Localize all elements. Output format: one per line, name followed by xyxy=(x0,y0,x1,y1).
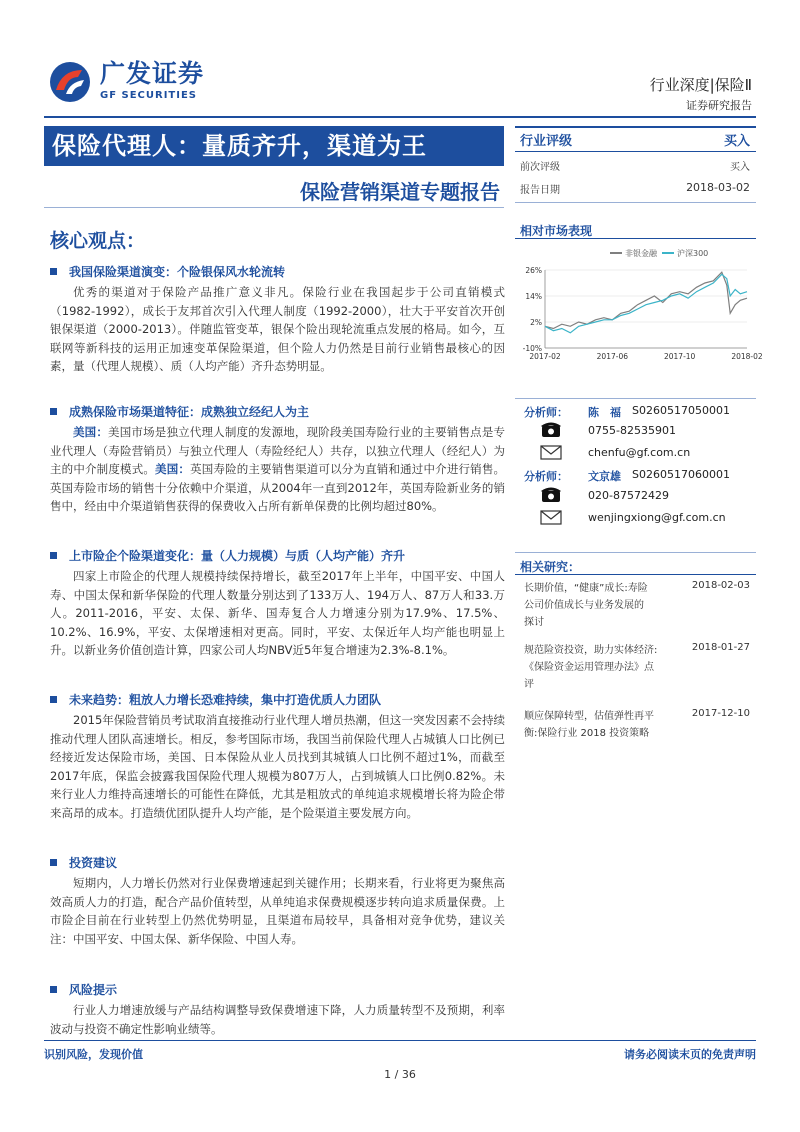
gf-logo-icon xyxy=(48,60,92,104)
page-subtitle: 保险营销渠道专题报告 xyxy=(300,180,500,204)
bullet-icon xyxy=(50,986,57,993)
analyst-label: 分析师： xyxy=(524,406,568,419)
x-tick-label: 2017-02 xyxy=(529,352,561,361)
related-divider-top xyxy=(515,552,756,553)
related-date: 2018-02-03 xyxy=(691,580,750,591)
prev-rating-label: 前次评级 xyxy=(520,162,560,173)
section-mature-market xyxy=(50,402,505,516)
rating-divider xyxy=(515,202,756,203)
related-item[interactable] xyxy=(524,642,686,693)
analyst-label: 分析师： xyxy=(524,470,568,483)
bullet-icon xyxy=(50,552,57,559)
bullet-icon xyxy=(50,408,57,415)
analyst-email[interactable]: wenjingxiong@gf.com.cn xyxy=(588,511,726,524)
related-line: 公司价值成长与业务发展的 xyxy=(524,600,644,611)
analyst-name: 文京雄 xyxy=(588,470,621,483)
section-heading: 投资建议 xyxy=(69,855,118,870)
related-line: 衡:保险行业 2018 投资策略 xyxy=(524,728,650,739)
legend-label: 非银金融 xyxy=(625,249,657,258)
analyst-phone: 0755-82535901 xyxy=(588,424,676,437)
report-date-label: 报告日期 xyxy=(520,185,560,196)
section-channel-evolution xyxy=(50,262,505,376)
section-investment-advice xyxy=(50,853,505,948)
analyst-name: 陈 福 xyxy=(588,406,621,419)
footer-disclaimer[interactable]: 请务必阅读末页的免责声明 xyxy=(624,1048,756,1061)
series-line-fin xyxy=(545,272,747,328)
section-heading: 风险提示 xyxy=(69,982,118,997)
analyst-phone: 020-87572429 xyxy=(588,489,669,502)
related-line: 《保险资金运用管理办法》点 xyxy=(524,662,654,673)
related-line: 探讨 xyxy=(524,617,544,628)
market-performance-chart xyxy=(515,240,763,365)
logo-text-cn: 广发证券 xyxy=(100,59,205,88)
body-us: 美国市场是独立代理人制度的发源地，现阶段美国寿险行业的主要销售点是专业代理人（寿险营销员）与独立代理人（寿险经纪人）共存，以独立代理人（经纪人）为主的中介制度模式。 xyxy=(50,425,506,476)
report-type: 证券研究报告 xyxy=(686,99,752,112)
core-views-title: 核心观点： xyxy=(50,230,146,252)
section-heading: 成熟保险市场渠道特征：成熟独立经纪人为主 xyxy=(69,404,310,419)
title-divider xyxy=(44,207,504,208)
analyst-id: S0260517050001 xyxy=(632,404,730,417)
related-line: 顺应保障转型，估值弹性再平 xyxy=(524,711,654,722)
section-listed-insurers xyxy=(50,546,505,660)
section-future-trend xyxy=(50,690,505,822)
related-item[interactable] xyxy=(524,708,686,742)
report-category: 行业深度|保险Ⅱ xyxy=(649,76,752,94)
page-title: 保险代理人：量质齐升，渠道为王 xyxy=(52,132,427,160)
section-body: 2015年保险营销员考试取消直接推动行业代理人增员热潮，但这一突发因素不会持续推动代理人团队高速增长。相反，参考国际市场，我国当前保险代理人占城镇人口比例已经接近发达保险市场，美国、日本保险从业人员找到其城镇人口比例不超过1%，而截至2017年底，保监会披露我国保险代理人规模为807万人，占到城镇人口比例0.82%。未来行业人力维持高速增长的可能性在降低，尤其是粗放式的单纯追求规模增长将为险企带来高昂的成本。打造绩优团队提升人均产能，是个险渠道主要发展方向。 xyxy=(50,713,505,820)
y-tick-label: 2% xyxy=(530,318,542,327)
section-body: 四家上市险企的代理人规模持续保持增长，截至2017年上半年，中国平安、中国人寿、中国太保和新华保险的代理人数量分别达到了133万人、194万人、87万人和33.万人。2011-2016，平安、太保、新华、国寿复合人力增速分别为17.9%、17.5%、10.2%、16.9%，平安、太保增速相对更高。同时，平安、太保近年人均产能也明显上升。以新业务价值创造计算，四家公司人均NBV近5年复合增速为2.3%-8.1%。 xyxy=(50,569,505,657)
related-date: 2018-01-27 xyxy=(691,642,750,653)
section-body: 短期内，人力增长仍然对行业保费增速起到关键作用；长期来看，行业将更为聚焦高效高质人力的打造，配合产品价值转型，从单纯追求保费规模逐步转向追求质量保费。上市险企目前在行业转型上仍然优势明显，且渠道布局较早，具备相对竞争优势，建议关注：中国平安、中国太保、新华保险、中国人寿。 xyxy=(50,876,505,946)
y-tick-label: -10% xyxy=(522,344,542,353)
page-number: 1 / 36 xyxy=(384,1068,416,1081)
x-tick-label: 2017-10 xyxy=(663,352,696,361)
related-line: 长期价值，“健康”成长:寿险 xyxy=(524,583,648,594)
section-body: 优秀的渠道对于保险产品推广意义非凡。保险行业在我国起步于公司直销模式（1982-1992），成长于友邦首次引入代理人制度（1992-2000），壮大于平安首次开创银保渠道（2000-2013）。伴随监管变革，银保个险出现轮流重点发展的格局。如今，互联网等新科技的运用正加速变革保险渠道，但个险人力仍然是目前行业销售最核心的因素，量（代理人规模）、质（人均产能）齐升态势明显。 xyxy=(50,285,505,373)
logo-text-en: GF SECURITIES xyxy=(100,90,198,101)
analyst-divider xyxy=(515,398,756,399)
email-icon xyxy=(540,510,562,525)
market-performance-title: 相对市场表现 xyxy=(520,224,593,238)
section-heading: 未来趋势：粗放人力增长恐难持续，集中打造优质人力团队 xyxy=(69,692,382,707)
footer-slogan: 识别风险，发现价值 xyxy=(44,1048,143,1061)
market-title-divider xyxy=(515,238,756,239)
y-tick-label: 14% xyxy=(525,292,542,301)
rating-label: 行业评级 xyxy=(520,134,573,149)
rating-value: 买入 xyxy=(723,134,750,149)
email-icon xyxy=(540,445,562,460)
x-tick-label: 2018-02 xyxy=(731,352,763,361)
phone-icon xyxy=(540,485,562,503)
related-line: 评 xyxy=(524,679,534,690)
footer-divider xyxy=(44,1040,756,1041)
section-risk xyxy=(50,980,505,1038)
related-date: 2017-12-10 xyxy=(691,708,750,719)
related-line: 规范险资投资，助力实体经济: xyxy=(524,645,658,656)
related-divider xyxy=(515,574,756,575)
related-research-title: 相关研究： xyxy=(520,560,581,574)
prev-rating-value: 买入 xyxy=(730,162,750,173)
y-tick-label: 26% xyxy=(525,266,542,275)
report-date-value: 2018-03-02 xyxy=(686,181,750,194)
lead-us: 美国： xyxy=(73,425,109,439)
phone-icon xyxy=(540,420,562,438)
x-tick-label: 2017-06 xyxy=(596,352,629,361)
analyst-email[interactable]: chenfu@gf.com.cn xyxy=(588,446,691,459)
related-item[interactable] xyxy=(524,580,686,631)
body-uk: 英国寿险的主要销售渠道可以分为直销和通过中介进行销售。英国寿险市场的销售十分依赖中介渠道，从2004年一直到2012年，英国寿险新业务的销售中，经由中介渠道销售获得的保费收入占所有新单保费的比例均超过80%。 xyxy=(50,462,506,513)
section-heading: 上市险企个险渠道变化：量（人力规模）与质（人均产能）齐升 xyxy=(69,548,406,563)
section-body: 行业人力增速放缓与产品结构调整导致保费增速下降，人力质量转型不及预期，利率波动与投资不确定性影响业绩等。 xyxy=(50,1003,505,1036)
bullet-icon xyxy=(50,268,57,275)
bullet-icon xyxy=(50,859,57,866)
lead-uk: 美国： xyxy=(155,462,191,476)
analyst-id: S0260517060001 xyxy=(632,468,730,481)
header-divider xyxy=(44,116,756,118)
bullet-icon xyxy=(50,696,57,703)
legend-label: 沪深300 xyxy=(677,249,709,258)
section-body xyxy=(50,423,505,516)
section-heading: 我国保险渠道演变：个险银保风水轮流转 xyxy=(69,264,286,279)
